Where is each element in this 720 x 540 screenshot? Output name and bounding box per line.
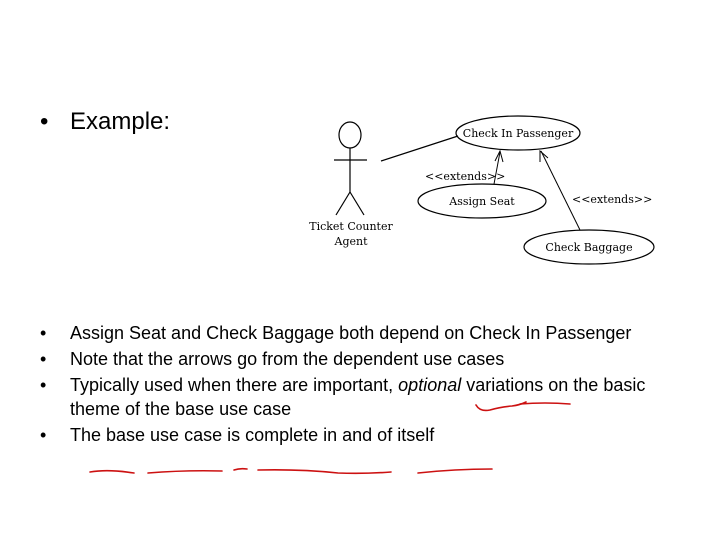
extends-label-2: <<extends>> xyxy=(572,193,653,206)
bullet-text-italic: optional xyxy=(398,375,462,395)
extends-arrow-check-baggage xyxy=(540,151,580,230)
actor-label-line1: Ticket Counter xyxy=(309,220,393,233)
actor-stick-figure xyxy=(334,122,367,215)
association-line xyxy=(381,136,458,161)
extends-label-1: <<extends>> xyxy=(425,170,506,183)
bullet-text xyxy=(70,373,700,421)
list-item xyxy=(40,347,700,371)
actor-head xyxy=(339,122,361,148)
underline-itself xyxy=(418,469,492,473)
underline-use-case xyxy=(148,471,222,473)
bullet-text: Note that the arrows go from the dependent use cases xyxy=(70,349,505,369)
actor-left-leg xyxy=(336,192,350,215)
actor-label-line2: Agent xyxy=(334,235,368,248)
list-item xyxy=(40,321,700,345)
use-case-check-in-label: Check In Passenger xyxy=(462,127,574,140)
underline-is xyxy=(234,469,247,470)
bullet-text: Assign Seat and Check Baggage both depend on Check In Passenger xyxy=(70,323,632,343)
list-item xyxy=(40,423,700,447)
bullet-text: The base use case is complete in and of itself xyxy=(70,425,435,445)
underline-base xyxy=(90,471,134,473)
bullet: • xyxy=(40,375,47,395)
bullet: • xyxy=(40,323,47,343)
bullet: • xyxy=(40,108,49,135)
bullet-list xyxy=(40,321,700,449)
use-case-assign-seat-label: Assign Seat xyxy=(449,195,515,208)
underline-complete xyxy=(258,470,391,474)
bullet: • xyxy=(40,349,47,369)
example-label: Example: xyxy=(70,108,171,135)
use-case-check-baggage-label: Check Baggage xyxy=(545,241,633,254)
bullet-text-after: variations on the basic theme of the base use case xyxy=(70,375,646,419)
bullet: • xyxy=(40,425,47,445)
bullet-text-before: Typically used when there are important, xyxy=(70,375,399,395)
list-item xyxy=(40,373,700,421)
actor-right-leg xyxy=(350,192,364,215)
